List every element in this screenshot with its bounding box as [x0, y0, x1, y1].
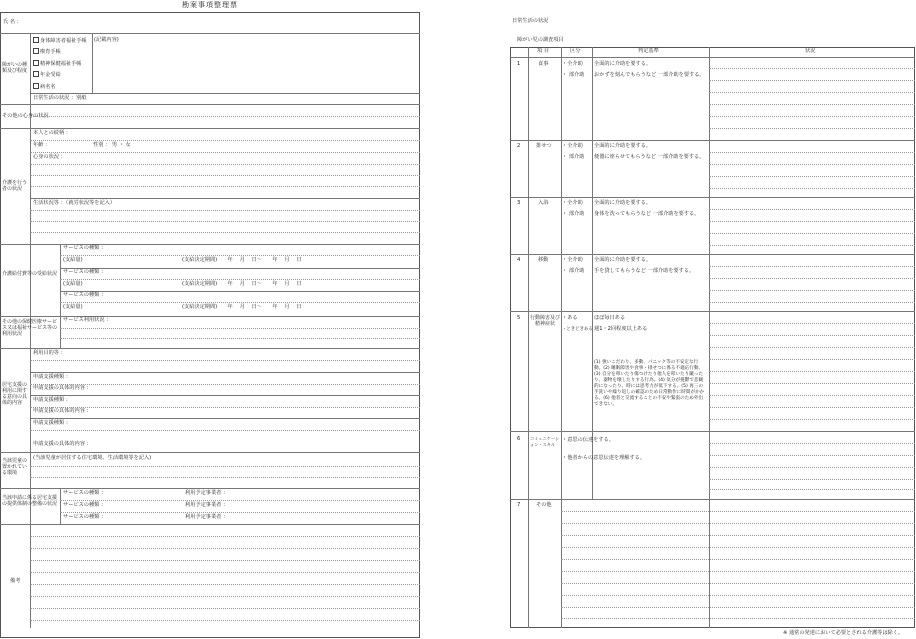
disability-option-2[interactable]: 療育手帳 [33, 48, 61, 56]
row2-criteria-2: 便器に座らせてもらうなど 一部介助を要する。 [594, 154, 705, 160]
service-period-1: (支給決定期間) 年 月 日〜 年 月 日 [182, 257, 302, 263]
plan-provider-2: 利用予定事業者 ： [185, 502, 229, 508]
row3-cat-1[interactable]: ・全介助 [562, 200, 583, 206]
row5-criteria-2: 週1・2回程度以上ある [594, 326, 648, 332]
service-amount-1: (支給量) [63, 257, 83, 263]
header-criteria: 判定基準 [638, 48, 659, 54]
remarks-label: 備考 [10, 578, 21, 584]
row1-item: 食事 [538, 61, 549, 67]
disability-option-3[interactable]: 精神保健福祉手帳 [33, 60, 82, 68]
disability-option-4[interactable]: 年金受給 [33, 71, 61, 79]
home-support-purpose: 利用目的等 ： [33, 350, 66, 356]
caregiver-life: 生活状況等 ：（就労状況等を記入） [33, 200, 116, 206]
row1-criteria-2: おかずを刻んでもらうなど 一部介助を要する。 [594, 72, 705, 78]
other-services-text: サービス利用状況 ： [63, 317, 112, 323]
home-support-kind-1: 申請支援種類 ： [33, 374, 71, 380]
header-item: 項 目 [537, 48, 550, 54]
row7-no: 7 [517, 502, 521, 508]
row2-no: 2 [517, 143, 521, 149]
other-condition-label: その他の心身の状況 [2, 113, 49, 119]
service-kind-1: サービスの種類 ： [63, 245, 107, 251]
row3-criteria-2: 身体を洗ってもらうなど 一部介助を要する。 [594, 211, 700, 217]
plan-kind-1: サービスの種類 ： [63, 490, 107, 496]
caregiver-age: 年齢 ： [33, 142, 51, 148]
row4-criteria-2: 手を貸してもらうなど 一部介助を要する。 [594, 268, 695, 274]
left-title: 勘案事項整理票 [182, 1, 238, 9]
row4-criteria-1: 全面的に介助を要する。 [594, 257, 652, 263]
caregiver-health: 心身の状況 ： [33, 154, 66, 160]
plan-label: 当該申請に係る居宅支援の提供体制の整備の状況 [2, 495, 58, 507]
row5-item: 行動障害及び精神症状 [530, 315, 561, 327]
row1-cat-2[interactable]: ・ 部介助 [562, 72, 585, 78]
row3-cat-2[interactable]: ・ 部介助 [562, 211, 585, 217]
disability-option-1[interactable]: 身体障害者福祉手帳 [33, 37, 87, 45]
plan-kind-2: サービスの種類 ： [63, 502, 107, 508]
row5-no: 5 [517, 315, 521, 321]
row6-item: コミュニケーション・スキル [530, 436, 560, 447]
row5-cat-2[interactable]: ・ときどきある [562, 327, 593, 332]
home-support-kind-3: 申請支援種類 ： [33, 420, 71, 426]
row1-criteria-1: 全面的に介助を要する。 [594, 61, 652, 67]
row1-no: 1 [517, 61, 521, 67]
disability-note: (記載内容) [94, 37, 119, 43]
row3-item: 入浴 [538, 200, 549, 206]
disability-label: 障がいの種類及び程度 [2, 62, 28, 74]
caregiver-sex: 性別 ： 男 ・ 女 [93, 142, 131, 148]
plan-kind-3: サービスの種類 ： [63, 514, 107, 520]
row6-cat-1[interactable]: ・意思の伝達をする。 [562, 437, 614, 443]
home-support-detail-3: 申請支援の具体的内容 ： [33, 441, 92, 447]
caregiver-relation: 本人との続柄 ： [33, 130, 71, 136]
plan-provider-3: 利用予定事業者 ： [185, 514, 229, 520]
row5-cat-1[interactable]: ・ある [562, 315, 578, 321]
service-kind-2: サービスの種類 ： [63, 269, 107, 275]
header-category: 区分 [570, 48, 581, 54]
plan-provider-1: 利用予定事業者 ： [185, 490, 229, 496]
row4-item: 移動 [538, 257, 549, 263]
row6-cat-2[interactable]: ・他者からの意思伝達を理解する。 [562, 455, 646, 461]
row4-cat-2[interactable]: ・ 部介助 [562, 268, 585, 274]
row2-cat-1[interactable]: ・全介助 [562, 143, 583, 149]
service-amount-2: (支給量) [63, 281, 83, 287]
service-period-2: (支給決定期間) 年 月 日〜 年 月 日 [182, 281, 302, 287]
service-usage-label: 介護給付費等の受給状況 [2, 271, 58, 277]
row4-cat-1[interactable]: ・全介助 [562, 257, 583, 263]
row1-cat-1[interactable]: ・全介助 [562, 61, 583, 67]
home-support-label: 居宅支援の利用に関する意向の具体的内容 [2, 382, 28, 406]
row3-criteria-1: 全面的に介助を要する。 [594, 200, 652, 206]
status-table [510, 47, 915, 628]
row2-criteria-1: 全面的に介助を要する。 [594, 143, 652, 149]
service-period-3: (支給決定期間) 年 月 日〜 年 月 日 [182, 304, 302, 310]
row7-item: その他 [536, 502, 552, 508]
caregiver-label: 介護を行う者の状況 [2, 180, 28, 192]
daily-life-ref: 日常生活の状況 ：別紙 [33, 95, 87, 101]
home-support-detail-1: 申請支援の具体的内容 ： [33, 385, 92, 391]
row5-notes: (1) 強いこだわり、多動、パニック等の不安定な行動。(2) 睡眠障害や食事・排せつに係る不適応行動。(3) 自分を叩いたり傷つけたり他人を叩いたり蹴ったり、器物を壊したりする行為。(4) 気分が憂鬱で悲観的になったり、時には思考力が低下する。(5) 再三の手洗いや繰り返しの確認のため日常動作に時間がかかる。(6) 他者と交流することの不安や緊張のため外出できない。 [594, 360, 705, 407]
other-services-label: その他の保健医療サービス又は福祉サービス等の利用状況 [2, 319, 58, 337]
footnote: ※ 通常の発達において必要とされる介護等は除く。 [783, 630, 904, 636]
home-support-kind-2: 申請支援種類 ： [33, 397, 71, 403]
name-label: 氏 名 ： [3, 19, 22, 25]
header-status: 状況 [805, 48, 816, 54]
row3-no: 3 [517, 200, 521, 206]
home-support-detail-2: 申請支援の具体的内容 ： [33, 408, 92, 414]
disability-option-5[interactable]: 病名名 [33, 83, 56, 91]
right-subtitle: 障がい児の調査項目 [517, 37, 564, 43]
right-title: 日常生活の状況 [512, 18, 549, 24]
service-amount-3: (支給量) [63, 304, 83, 310]
environment-text: (当該児童が居住する住宅環境、生活環境等を記入) [33, 455, 152, 461]
row2-cat-2[interactable]: ・ 部介助 [562, 154, 585, 160]
row6-no: 6 [517, 436, 521, 442]
environment-label: 当該児童の置かれている環境 [2, 458, 28, 476]
service-kind-3: サービスの種類 ： [63, 292, 107, 298]
left-frame [0, 12, 420, 638]
row5-criteria-1: ほぼ毎日ある [594, 315, 626, 321]
row4-no: 4 [517, 257, 521, 263]
row2-item: 排せつ [536, 143, 552, 149]
